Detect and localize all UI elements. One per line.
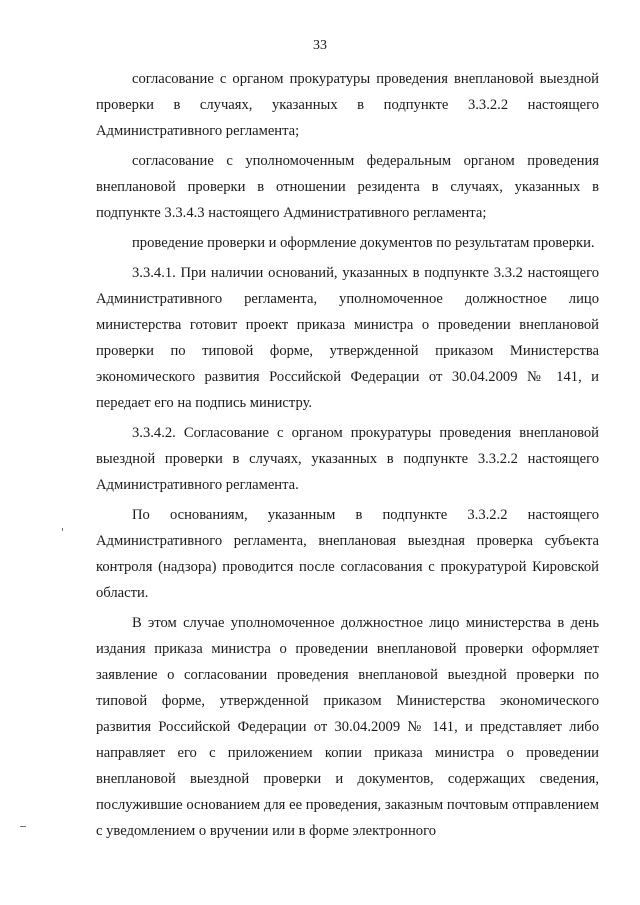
paragraph-5: 3.3.4.2. Согласование с органом прокуратуры проведения внеплановой выездной проверки в случаях, указанных в подпункте 3.3.2.2 настоящего Административного регламента. bbox=[96, 425, 599, 493]
paragraph-4: 3.3.4.1. При наличии оснований, указанных в подпункте 3.3.2 настоящего Административного регламента, уполномоченное должностное лицо министерства готовит проект приказа министра о проведении внеплановой проверки по типовой форме, утвержденной приказом Министерства экономического развития Российской Федерации от 30.04.2009 № 141, и передает его на подпись министру. bbox=[96, 265, 599, 411]
paragraph-1: согласование с органом прокуратуры проведения внеплановой выездной проверки в случаях, указанных в подпункте 3.3.2.2 настоящего Административного регламента; bbox=[96, 71, 599, 139]
paragraph-2: согласование с уполномоченным федеральным органом проведения внеплановой проверки в отношении резидента в случаях, указанных в подпункте 3.3.4.3 настоящего Административного регламента; bbox=[96, 153, 599, 221]
paragraph-7: В этом случае уполномоченное должностное лицо министерства в день издания приказа министра о проведении внеплановой проверки оформляет заявление о согласовании проведения внеплановой выездной проверки по типовой форме, утвержденной приказом Министерства экономического развития Российской Федерации от 30.04.2009 № 141, и представляет либо направляет его с приложением копии приказа министра о проведении внеплановой выездной проверки и документов, содержащих сведения, послужившие основанием для ее проведения, заказным почтовым отправлением с уведомлением о вручении или в форме электронного bbox=[96, 615, 599, 839]
page-number: 33 bbox=[313, 38, 327, 53]
scan-mark-top bbox=[62, 528, 63, 531]
page-body bbox=[96, 66, 599, 848]
paragraph-6: По основаниям, указанным в подпункте 3.3.2.2 настоящего Административного регламента, внеплановая выездная проверка субъекта контроля (надзора) проводится после согласования с прокуратурой Кировской области. bbox=[96, 507, 599, 601]
paragraph-3: проведение проверки и оформление документов по результатам проверки. bbox=[132, 235, 595, 251]
scan-mark-bottom bbox=[20, 826, 26, 827]
